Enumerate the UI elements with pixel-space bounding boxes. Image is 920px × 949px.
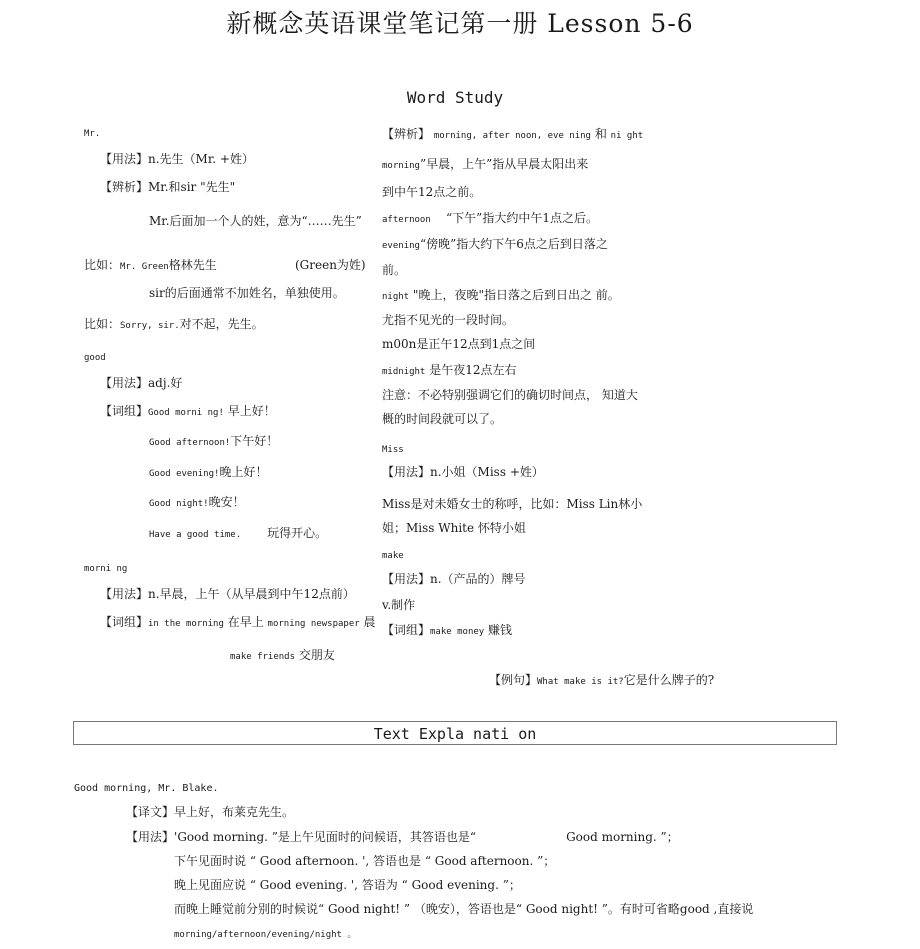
time-line-morning-2: 到中午12点之前。 [382, 185, 482, 199]
make-phrase: 【词组】make money 赚钱 [382, 623, 513, 637]
usage-line-2: 下午见面时说 “ Good afternoon. ', 答语也是 “ Good afternoon. ”； [174, 854, 556, 868]
text-explanation-heading: Text Expla nati on [373, 725, 537, 743]
entry-head-morning: morni ng [84, 564, 128, 574]
morning-phrases: 【词组】in the morning 在早上 morning newspaper 晨 [100, 615, 376, 629]
time-line-midnight: midnight 是午夜12点左右 [382, 363, 517, 377]
text-explanation-header-box [73, 721, 837, 745]
time-line-night-2: 尤指不见光的一段时间。 [382, 313, 515, 327]
usage-line-1: 【用法】'Good morning. ”是上午见面时的问候语，其答语也是“ Good morning. ”； [126, 830, 679, 844]
time-line-afternoon: afternoon “下午”指大约中午1点之后。 [382, 211, 598, 225]
time-line-morning: morning”早晨，上午”指从早晨太阳出来 [382, 157, 589, 171]
explained-sentence: Good morning, Mr. Blake. [74, 783, 219, 794]
page-title: 新概念英语课堂笔记第一册 Lesson 5-6 [226, 9, 694, 38]
time-line-evening-2: 前。 [382, 263, 407, 277]
mr-example-1-note: (Green为姓) [295, 258, 366, 272]
miss-note-2: 姐；Miss White 怀特小姐 [382, 521, 526, 535]
entry-head-make: make [382, 551, 404, 561]
good-phrase-5: Have a good time. 玩得开心。 [149, 526, 328, 540]
word-study-heading: Word Study [406, 88, 504, 107]
mr-note-1: Mr.后面加一个人的姓，意为“……先生” [149, 214, 362, 228]
mr-note-2: sir的后面通常不加姓名，单独使用。 [149, 286, 345, 300]
good-phrase-4: Good night!晚安！ [149, 495, 245, 509]
time-note-1: 注意：不必特别强调它们的确切时间点， 知道大 [382, 388, 638, 402]
good-phrase-2: Good afternoon!下午好！ [149, 434, 279, 448]
entry-head-mr: Mr. [84, 129, 101, 139]
time-line-noon: m00n是正午12点到1点之间 [382, 337, 536, 351]
time-diff-heading: 【辨析】 morning, after noon, eve ning 和 ni ght [382, 127, 644, 141]
good-usage: 【用法】adj.好 [100, 376, 183, 390]
make-example: 【例句】What make is it?它是什么牌子的? [489, 673, 715, 687]
time-line-evening: evening“傍晚”指大约下午6点之后到日落之 [382, 237, 608, 251]
miss-usage: 【用法】n.小姐（Miss +姓） [382, 465, 544, 479]
usage-line-3: 晚上见面应说 “ Good evening. ', 答语为 “ Good evening. ”； [174, 878, 521, 892]
time-line-night: night "晚上，夜晚"指日落之后到日出之 前。 [382, 288, 620, 302]
usage-line-5: morning/afternoon/evening/night 。 [174, 930, 357, 940]
translation: 【译文】早上好，布莱克先生。 [126, 805, 295, 819]
make-friends-phrase: make friends 交朋友 [230, 648, 335, 662]
mr-diff: 【辨析】Mr.和sir "先生" [100, 180, 236, 194]
good-phrase-3: Good evening!晚上好！ [149, 465, 268, 479]
usage-line-4: 而晚上睡觉前分别的时候说“ Good night! ” （晚安），答语也是“ Good night! ”。有时可省略good ,直接说 [174, 902, 754, 916]
entry-head-good: good [84, 353, 106, 363]
mr-example-2: 比如：Sorry, sir.对不起，先生。 [84, 317, 264, 331]
good-phrase-1: 【词组】Good morni ng! 早上好！ [100, 404, 276, 418]
miss-note-1: Miss是对未婚女士的称呼，比如：Miss Lin林小 [382, 497, 643, 511]
time-note-2: 概的时间段就可以了。 [382, 412, 503, 426]
mr-example-1: 比如：Mr. Green格林先生 [84, 258, 217, 272]
morning-usage: 【用法】n.早晨，上午（从早晨到中午12点前） [100, 587, 355, 601]
make-usage: 【用法】n.（产品的）牌号 [382, 572, 526, 586]
entry-head-miss: Miss [382, 445, 404, 455]
make-verb: v.制作 [382, 598, 416, 612]
mr-usage: 【用法】n.先生（Mr. +姓） [100, 152, 254, 166]
